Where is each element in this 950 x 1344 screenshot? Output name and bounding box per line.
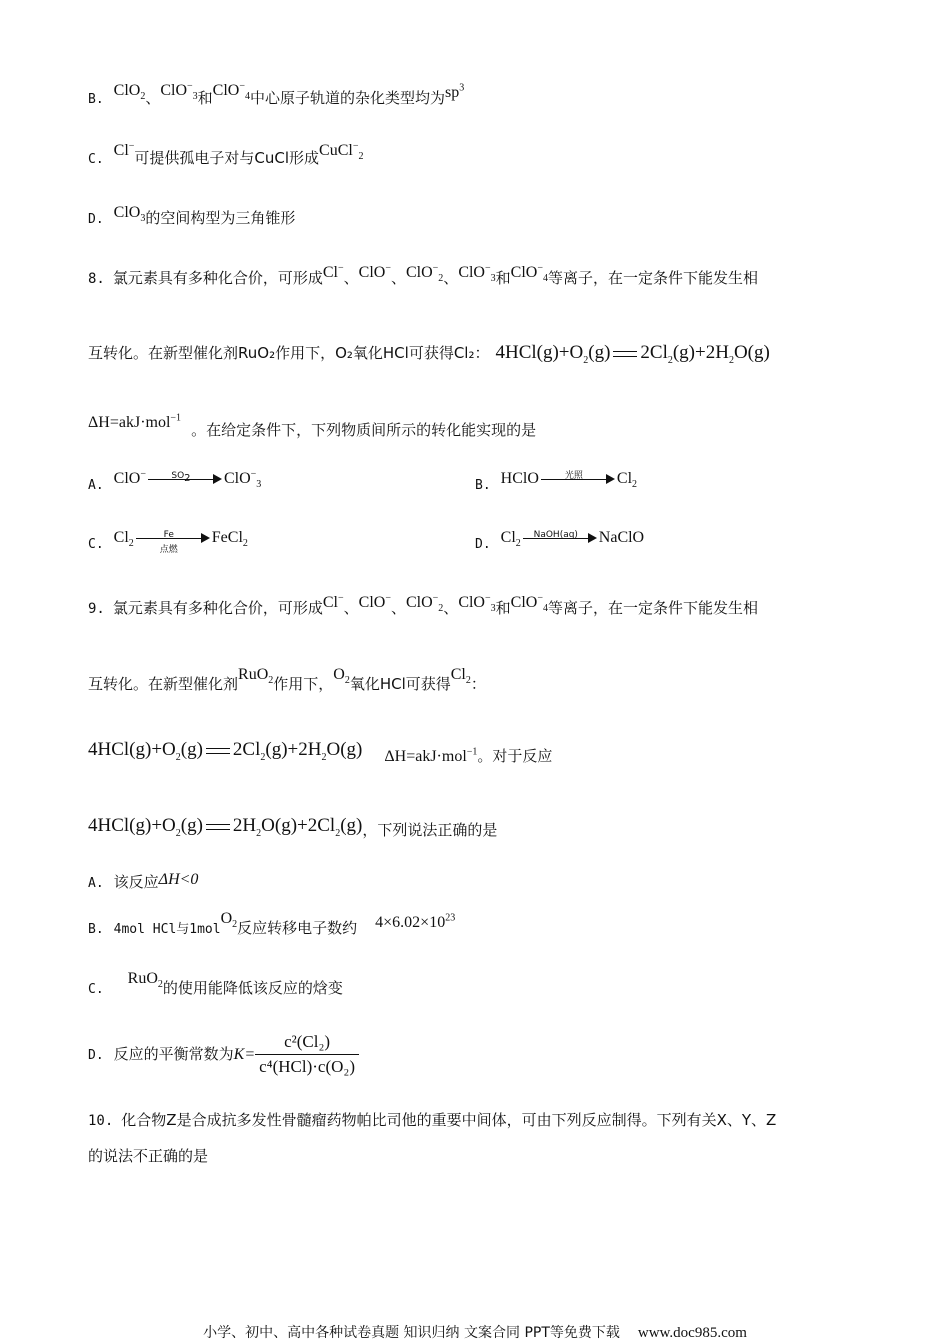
reaction-arrow-icon: Fe 点燃 bbox=[136, 528, 210, 548]
q8-stem-line1: 8. 氯元素具有多种化合价，可形成Cl−、ClO−、ClO−$_2$、ClO−$_3$和ClO−$_4$等离子，在一定条件下能发生相 bbox=[88, 262, 758, 287]
reaction-arrow-icon: $SO_2$ bbox=[148, 469, 222, 489]
q8-reaction-equation: $4HCl(g)+O_2(g)$ $2Cl_2(g)+2H_2O(g)$ bbox=[495, 342, 770, 366]
q8-option-c: C. $Cl_2$ Fe 点燃 FeCl$_2$ bbox=[88, 529, 248, 556]
q8-option-b: B. HClO 光照 $Cl_2$ bbox=[475, 470, 638, 493]
q8-option-d: D. $Cl_2$ NaOH(aq) NaClO bbox=[475, 529, 645, 552]
q7-option-d: D. ClO$_3$的空间构型为三角锥形 bbox=[88, 204, 296, 227]
q9-stem-line4: $4HCl(g)+O_2(g)$ $2H_2O(g)+2Cl_2(g)$，下列说法正确的是 bbox=[88, 815, 498, 839]
q9-stem-line3: $4HCl(g)+O_2(g)$ $2Cl_2(g)+2H_2O(g)$ ΔH=akJ·mol$^{-1}$。对于反应 bbox=[88, 739, 553, 765]
q7-option-c: C.Cl−可提供孤电子对与CuCl形成CuCl−$_2$ bbox=[88, 140, 364, 167]
q10-stem-line1: 10. 化合物Z是合成抗多发性骨髓瘤药物帕比司他的重要中间体，可由下列反应制得。下列有关X、Y、Z bbox=[88, 1111, 777, 1129]
q9-option-d: D. 反应的平衡常数为K= $\frac{\text{c²(Cl₂)}}{\text{c⁴(HCl)·c(O₂)}}$ bbox=[88, 1032, 359, 1077]
q9-stem-line2: 互转化。在新型催化剂RuO$_2$作用下，$O_2$氧化HCl可获得$Cl_2$： bbox=[88, 666, 486, 693]
q10-stem-line2: 的说法不正确的是 bbox=[88, 1147, 209, 1165]
q8-stem-line2: 互转化。在新型催化剂RuO₂作用下，O₂氧化HCl可获得Cl₂： $4HCl(g)+O_2(g)$ $2Cl_2(g)+2H_2O(g)$ bbox=[88, 342, 770, 366]
q8-stem-line3: ΔH=akJ·mol$^{-1}$。在给定条件下，下列物质间所示的转化能实现的是 bbox=[88, 412, 537, 439]
q9-option-a: A. 该反应ΔH<0 bbox=[88, 871, 199, 891]
page-footer: 小学、初中、高中各种试卷真题 知识归纳 文案合同 PPT等免费下载 www.doc985.com bbox=[203, 1325, 747, 1341]
equilibrium-arrow-icon bbox=[206, 744, 230, 758]
q9-reaction-equation-2: $4HCl(g)+O_2(g)$ $2H_2O(g)+2Cl_2(g)$ bbox=[88, 815, 363, 839]
equilibrium-constant-fraction: $\frac{\text{c²(Cl₂)}}{\text{c⁴(HCl)·c(O₂)}}$ bbox=[255, 1032, 359, 1077]
q9-stem-line1: 9. 氯元素具有多种化合价，可形成Cl−、ClO−、ClO−$_2$、ClO−$_3$和ClO−$_4$等离子，在一定条件下能发生相 bbox=[88, 592, 758, 617]
q8-option-a: A. ClO− $SO_2$ ClO−$_3$ bbox=[88, 468, 262, 493]
reaction-arrow-icon: 光照 bbox=[541, 469, 615, 489]
q7-option-b: B.ClO$_2$、ClO−$_3$和ClO−$_4$中心原子轨道的杂化类型均为$sp^3$ bbox=[88, 80, 465, 107]
equilibrium-arrow-icon bbox=[613, 347, 637, 361]
equilibrium-arrow-icon bbox=[206, 820, 230, 834]
q9-option-c: C.RuO$_2$的使用能降低该反应的焓变 bbox=[88, 970, 343, 997]
footer-link[interactable]: www.doc985.com bbox=[637, 1325, 747, 1341]
q9-option-b: B. 4mol HCl与1molO$_2$反应转移电子数约 $4\times 6.02\times 10^{23}$ bbox=[88, 910, 456, 937]
q9-reaction-equation-1: $4HCl(g)+O_2(g)$ $2Cl_2(g)+2H_2O(g)$ bbox=[88, 739, 363, 763]
reaction-arrow-icon: NaOH(aq) bbox=[523, 528, 597, 548]
